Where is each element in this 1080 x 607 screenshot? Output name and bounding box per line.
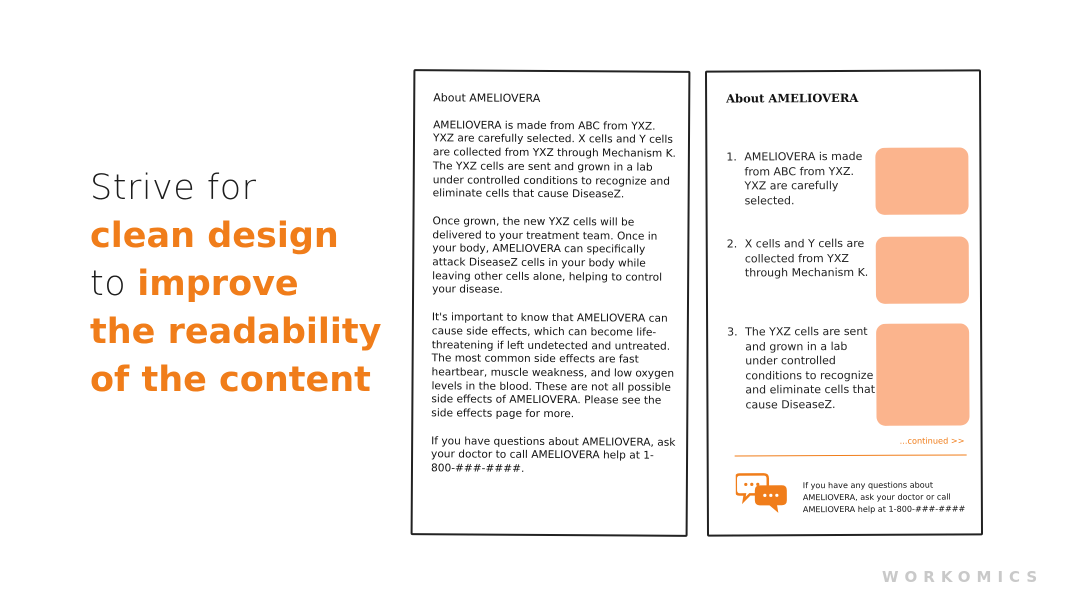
step-1-text: AMELIOVERA is made from ABC from YXZ. YXZ are carefully selected. — [744, 149, 863, 207]
chat-bubbles-icon — [736, 472, 788, 514]
after-page — [705, 69, 983, 536]
step-1-image-placeholder — [875, 147, 968, 214]
continued-link[interactable]: ...continued >> — [899, 435, 965, 446]
step-2-number: 2. — [726, 237, 738, 251]
workomics-logo: WORKOMICS — [882, 568, 1044, 586]
step-2 — [727, 237, 877, 281]
headline-part5: the readability — [90, 312, 382, 352]
step-1-number: 1. — [726, 150, 737, 164]
divider — [735, 454, 967, 456]
after-page-title: About AMELIOVERA — [726, 90, 859, 106]
before-page-title: About AMELIOVERA — [433, 91, 541, 105]
before-paragraph-4: If you have questions about AMELIOVERA, ask your doctor to call AMELIOVERA help at 1-800-###-####. — [430, 435, 676, 476]
step-3 — [727, 325, 877, 413]
before-page — [411, 69, 691, 537]
before-paragraph-2: Once grown, the new YXZ cells will be delivered to your treatment team. Once in your body, AMELIOVERA can specifically attack DiseaseZ cells in your body while leaving other cells alone, helping to control your disease. — [432, 215, 663, 297]
step-3-text: The YXZ cells are sent and grown in a lab under controlled conditions to recognize and eliminate cells that cause DiseaseZ. — [745, 324, 876, 411]
headline-part3: to — [90, 264, 127, 304]
step-1 — [726, 150, 876, 209]
before-paragraph-1: AMELIOVERA is made from ABC from YXZ. YXZ are carefully selected. X cells and Y cells are collected from YXZ through Mechanism K. The YXZ cells are sent and grown in a lab under controlled conditions to recognize and eliminate cells that cause DiseaseZ. — [432, 118, 676, 201]
step-3-image-placeholder — [876, 323, 969, 425]
step-2-text: X cells and Y cells are collected from YXZ through Mechanism K. — [744, 236, 869, 280]
step-3-number: 3. — [727, 325, 738, 339]
headline-part6: of the content — [90, 360, 371, 400]
headline-part4: improve — [137, 264, 299, 304]
headline — [90, 164, 410, 404]
headline-part2: clean design — [90, 216, 339, 256]
headline-part1: Strive for — [90, 168, 257, 208]
step-2-image-placeholder — [876, 236, 969, 303]
help-text: If you have any questions about AMELIOVERA, ask your doctor or call AMELIOVERA help at 1-800-###-#### — [802, 479, 966, 515]
before-paragraph-3: It's important to know that AMELIOVERA can cause side effects, which can become life-threatening if left undetected and untreated. The most common side effects are fast heartbear, muscle weakness, and low oxygen levels in the blood. These are not all possible side effects of AMELIOVERA. Please see the side effects page for more. — [431, 311, 675, 421]
